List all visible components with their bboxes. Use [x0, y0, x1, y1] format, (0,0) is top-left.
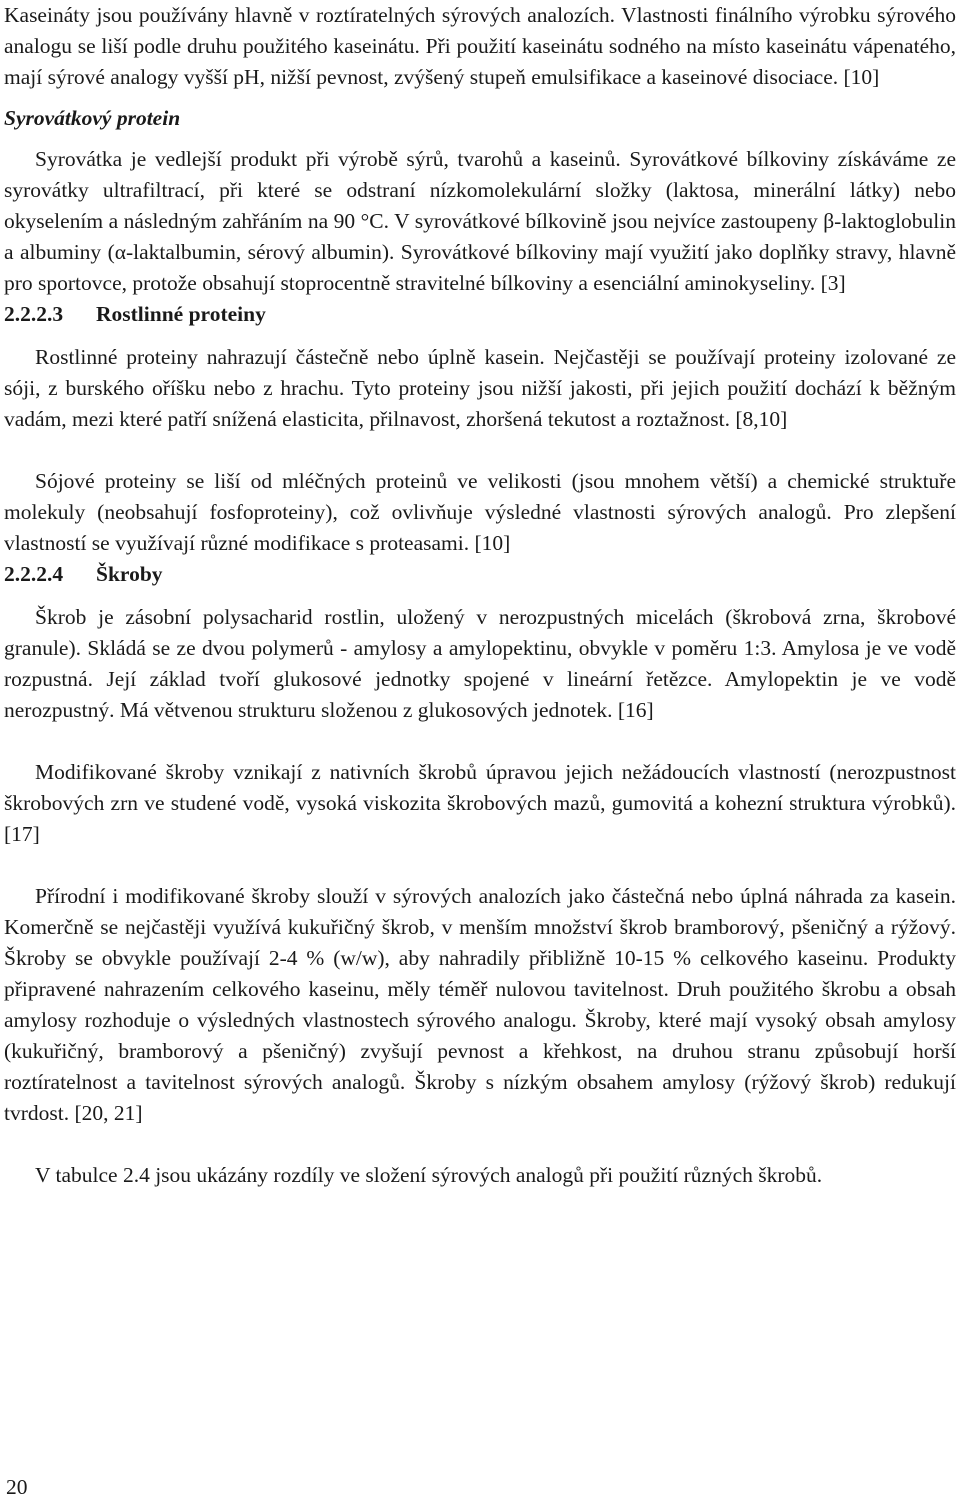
- paragraph-plant-proteins-1: Rostlinné proteiny nahrazují částečně nebo úplně kasein. Nejčastěji se používají proteiny izolované ze sóji, z burského oříšku nebo z hrachu. Tyto proteiny jsou nižší jakosti, při jejich použití dochází k běžným vadám, mezi které patří snížená elasticita, přilnavost, zhoršená tekutost a roztažnost. [8,10]: [4, 345, 956, 431]
- paragraph-plant-proteins-2: Sójové proteiny se liší od mléčných proteinů ve velikosti (jsou mnohem větší) a chemické struktuře molekuly (neobsahují fosfoproteiny), což ovlivňuje výsledné vlastnosti sýrových analogů. Pro zlepšení vlastností se využívají různé modifikace s proteasami. [10]: [4, 469, 956, 555]
- section-number: 2.2.2.4: [4, 562, 64, 586]
- section-heading-plant-proteins: [4, 299, 956, 330]
- section-number: 2.2.2.3: [4, 302, 64, 326]
- document-page: [4, 0, 956, 1191]
- page-number: 20: [6, 1475, 28, 1499]
- paragraph-table-reference: V tabulce 2.4 jsou ukázány rozdíly ve složení sýrových analogů při použití různých škrobů.: [35, 1163, 823, 1187]
- section-title: Rostlinné proteiny: [96, 302, 266, 326]
- paragraph-caseinates: Kaseináty jsou používány hlavně v roztíratelných sýrových analozích. Vlastnosti finálního výrobku sýrového analogu se liší podle druhu použitého kaseinátu. Při použití kaseinátu sodného na místo kaseinátu vápenatého, mají sýrové analogy vyšší pH, nižší pevnost, zvýšený stupeň emulsifikace a kaseinové disociace. [10]: [4, 3, 956, 89]
- paragraph-starch-3: Přírodní i modifikované škroby slouží v sýrových analozích jako částečná nebo úplná náhrada za kasein. Komerčně se nejčastěji využívá kukuřičný škrob, v menším množství škrob bramborový, pšeničný a rýžový. Škroby se obvykle používají 2-4 % (w/w), aby nahradily přibližně 10-15 % celkového kaseinu. Produkty připravené nahrazením celkového kaseinu, měly téměř nulovou tavitelnost. Druh použitého škrobu a obsah amylosy rozhoduje o výsledných vlastnostech sýrového analogu. Škroby, které mají vysoký obsah amylosy (kukuřičný, bramborový a pšeničný) zvyšují pevnost a křehkost, na druhou stranu způsobují horší roztíratelnost a tavitelnost sýrových analogů. Škroby s nízkým obsahem amylosy (rýžový škrob) redukují tvrdost. [20, 21]: [4, 884, 956, 1125]
- paragraph-starch-2: Modifikované škroby vznikají z nativních škrobů úpravou jejich nežádoucích vlastností (nerozpustnost škrobových zrn ve studené vodě, vysoká viskozita škrobových mazů, gumovitá a kohezní struktura výrobků). [17]: [4, 760, 956, 846]
- paragraph-starch-1: Škrob je zásobní polysacharid rostlin, uložený v nerozpustných micelách (škrobová zrna, škrobové granule). Skládá se ze dvou polymerů - amylosy a amylopektinu, obvykle v poměru 1:3. Amylosa je ve vodě rozpustná. Její základ tvoří glukosové jednotky spojené v lineární řetězce. Amylopektin je ve vodě nerozpustný. Má větvenou strukturu složenou z glukosových jednotek. [16]: [4, 605, 956, 722]
- section-heading-starches: [4, 559, 956, 590]
- subheading-whey-protein: Syrovátkový protein: [4, 106, 181, 130]
- paragraph-whey: Syrovátka je vedlejší produkt při výrobě sýrů, tvarohů a kaseinů. Syrovátkové bílkoviny získáváme ze syrovátky ultrafiltrací, při které se odstraní nízkomolekulární složky (laktosa, minerální látky) nebo okyselením a následným zahřáním na 90 °C. V syrovátkové bílkovině jsou nejvíce zastoupeny β-laktoglobulin a albuminy (α-laktalbumin, sérový albumin). Syrovátkové bílkoviny mají využití jako doplňky stravy, hlavně pro sportovce, protože obsahují stoprocentně stravitelné bílkoviny a esenciální aminokyseliny. [3]: [4, 147, 956, 295]
- section-title: Škroby: [96, 562, 163, 586]
